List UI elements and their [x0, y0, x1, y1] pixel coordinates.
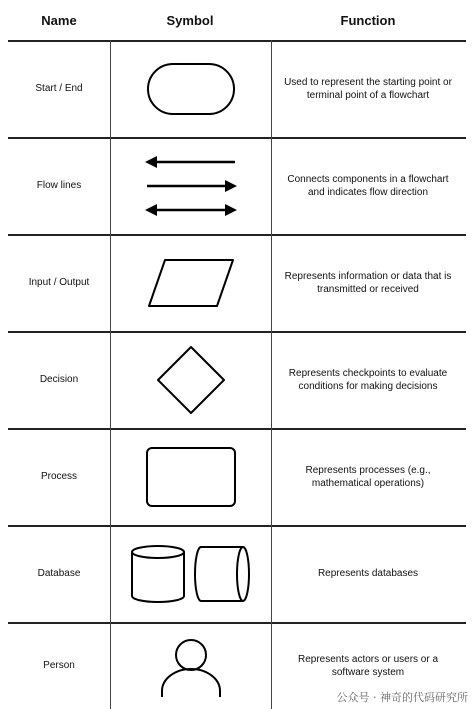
row-symbol	[110, 40, 272, 137]
row-function: Represents databases	[317, 568, 419, 579]
diamond-icon	[155, 344, 227, 416]
table-header	[8, 0, 466, 42]
row-function: Represents information or data that is transmitted or received	[284, 270, 452, 295]
table-row	[8, 331, 466, 430]
table-row	[8, 40, 466, 139]
row-name: Person	[43, 660, 75, 671]
cylinder-icon	[129, 543, 253, 605]
table-row	[8, 525, 466, 624]
header-name: Name	[41, 12, 77, 28]
watermark: 公众号 · 神奇的代码研究所	[336, 691, 468, 704]
row-symbol	[110, 428, 272, 525]
row-name: Database	[37, 568, 81, 579]
person-icon	[158, 635, 224, 697]
row-symbol	[110, 234, 272, 331]
row-function: Represents checkpoints to evaluate conditions for making decisions	[288, 367, 448, 392]
header-symbol: Symbol	[166, 12, 214, 28]
row-name: Decision	[39, 374, 79, 385]
table-row	[8, 428, 466, 527]
parallelogram-icon	[145, 257, 237, 309]
row-function: Represents actors or users or a software system	[297, 653, 439, 678]
row-function: Used to represent the starting point or terminal point of a flowchart	[284, 76, 452, 101]
row-name: Input / Output	[28, 277, 90, 288]
rectangle-icon	[145, 446, 237, 508]
row-symbol	[110, 331, 272, 428]
table-row	[8, 137, 466, 236]
row-symbol	[110, 137, 272, 234]
row-name: Process	[40, 471, 78, 482]
row-function: Connects components in a flowchart and indicates flow direction	[287, 173, 449, 198]
row-symbol	[110, 622, 272, 709]
terminal-oval-icon	[146, 62, 236, 116]
row-name: Flow lines	[36, 180, 82, 191]
row-function: Represents processes (e.g., mathematical operations)	[305, 464, 431, 489]
row-symbol	[110, 525, 272, 622]
header-function: Function	[340, 12, 396, 28]
row-name: Start / End	[35, 83, 83, 94]
flow-arrows-icon	[143, 154, 239, 218]
table-row	[8, 234, 466, 333]
